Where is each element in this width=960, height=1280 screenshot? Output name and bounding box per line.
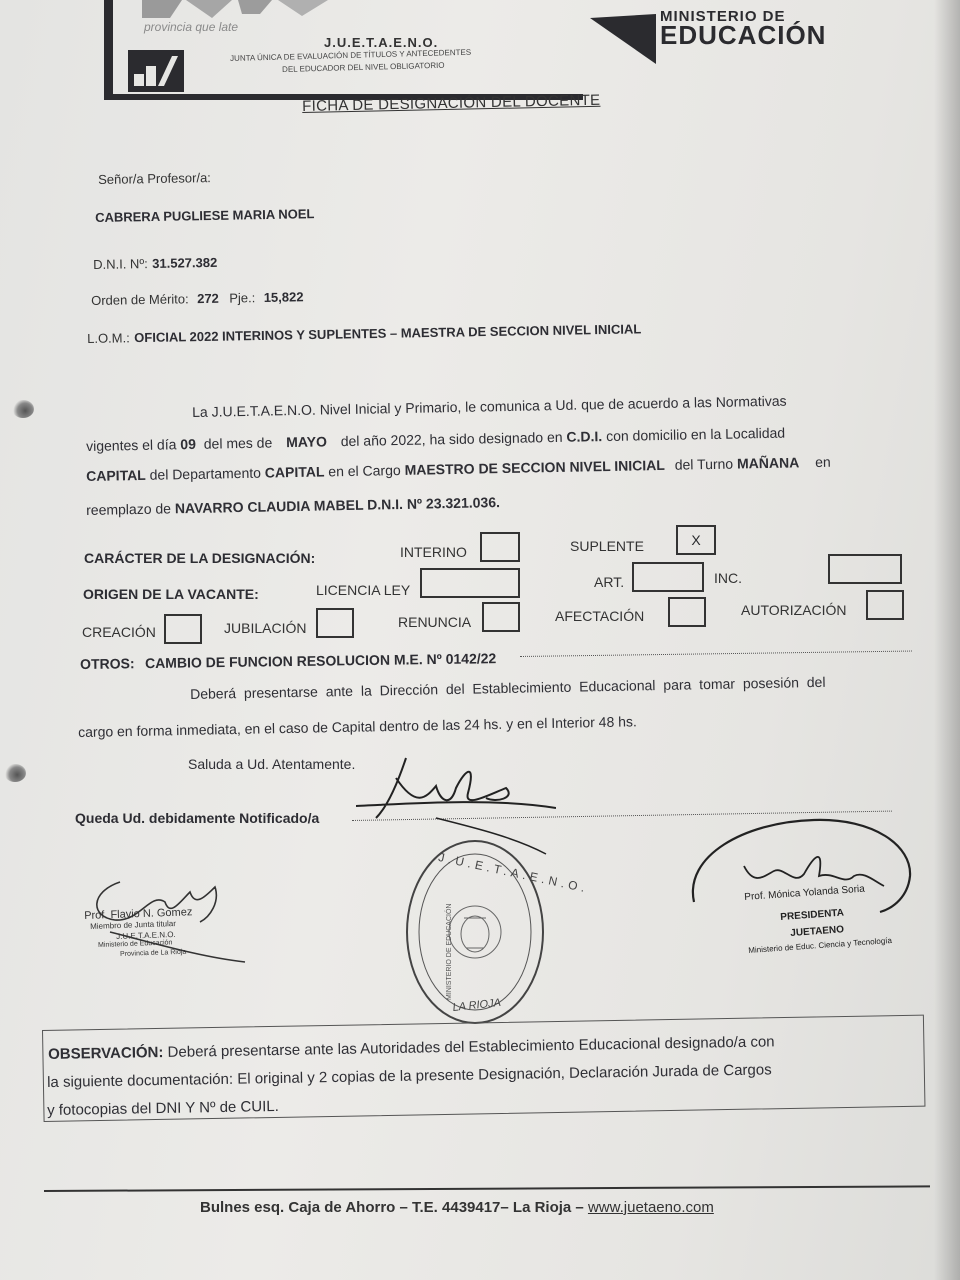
otros-row (80, 650, 496, 674)
dni-row (93, 254, 217, 274)
observation-line-2: la siguiente documentación: El original y 2 copias de la presente Designación, Declaración Jurada de Cargos (47, 1061, 772, 1091)
orden-value: 272 (197, 290, 219, 307)
vacancy-origin-label: ORIGEN DE LA VACANTE: (83, 586, 259, 602)
body-text: del Departamento (149, 464, 262, 483)
left-signer-ministry: Ministerio de Educación (98, 939, 173, 949)
designation-institution: C.D.I. (566, 428, 603, 445)
body-text: reemplazo de (86, 500, 172, 518)
footer-rule (44, 1185, 930, 1192)
checkbox-mark: X (691, 532, 701, 548)
inc-label: INC. (714, 570, 742, 586)
locality: CAPITAL (86, 466, 146, 484)
left-signer-role: Miembro de Junta titular (90, 919, 177, 931)
creacion-label: CREACIÓN (82, 624, 156, 640)
art-field[interactable] (632, 562, 704, 592)
otros-label: OTROS: (80, 655, 135, 672)
observation-label: OBSERVACIÓN: (48, 1043, 164, 1063)
footer-website-link[interactable]: www.juetaeno.com (587, 1199, 714, 1216)
inc-field[interactable] (828, 554, 902, 584)
lom-row (87, 320, 641, 348)
interino-label: INTERINO (400, 544, 467, 560)
org-full-line2: DEL EDUCADOR DEL NIVEL OBLIGATORIO (282, 60, 445, 74)
notified-label: Queda Ud. debidamente Notificado/a (75, 810, 320, 826)
ministerio-logo-shape (590, 14, 656, 64)
body-text: del mes de (203, 434, 273, 452)
designation-month: MAYO (285, 433, 328, 451)
shift: MAÑANA (736, 454, 800, 472)
seal-side-text: MINISTERIO DE EDUCACIÓN (446, 903, 453, 1000)
jubilacion-checkbox[interactable] (316, 608, 354, 638)
left-signer-province: Provincia de La Rioja (120, 948, 187, 958)
autorizacion-checkbox[interactable] (866, 590, 904, 620)
ministerio-line1: MINISTERIO DE (660, 8, 786, 25)
body-text: del Turno (674, 455, 734, 473)
seal-top-text: J.U.E.T.A.E.N.O. (437, 850, 591, 896)
pje-label: Pje.: (229, 290, 256, 306)
observation-line-3: y fotocopias del DNI Y Nº de CUIL. (47, 1097, 279, 1119)
designation-type-label: CARÁCTER DE LA DESIGNACIÓN: (84, 550, 316, 566)
right-signer-ministry: Ministerio de Educ. Ciencia y Tecnología (748, 935, 893, 955)
org-acronym: J.U.E.T.A.E.N.O. (324, 35, 439, 50)
department: CAPITAL (264, 463, 325, 481)
org-full-line1: JUNTA ÚNICA DE EVALUACIÓN DE TÍTULOS Y ANTECEDENTES (230, 47, 472, 63)
footer-address: Bulnes esq. Caja de Ahorro – T.E. 4439417– La Rioja – (200, 1199, 588, 1216)
right-signer-name: Prof. Mónica Yolanda Soria (744, 883, 866, 903)
body-line-1: La J.U.E.T.A.E.N.O. Nivel Inicial y Primario, le comunica a Ud. que de acuerdo a las Normativas (192, 392, 787, 420)
punch-hole-bottom (4, 764, 26, 782)
art-label: ART. (594, 574, 625, 590)
lom-value: OFICIAL 2022 INTERINOS Y SUPLENTES – MAESTRA DE SECCION NIVEL INICIAL (134, 321, 642, 346)
body-text: del año 2022, ha sido designado en (340, 428, 563, 450)
observation-text: Deberá presentarse ante las Autoridades del Establecimiento Educacional designado/a con (167, 1033, 775, 1061)
left-signer-name: Prof. Flavio N. Gomez (84, 906, 193, 922)
presentation-line-2: cargo en forma inmediata, en el caso de Capital dentro de las 24 hs. y en el Interior 48 hs. (78, 713, 637, 740)
lom-label: L.O.M.: (87, 330, 130, 346)
creacion-checkbox[interactable] (164, 614, 202, 644)
afectacion-checkbox[interactable] (668, 597, 706, 627)
seal-bottom-text: LA RIOJA (452, 996, 502, 1014)
jubilacion-label: JUBILACIÓN (224, 620, 307, 636)
replaced-person: NAVARRO CLAUDIA MABEL D.N.I. Nº 23.321.036. (174, 494, 501, 517)
body-line-4 (86, 494, 500, 518)
position-title: MAESTRO DE SECCION NIVEL INICIAL (404, 456, 666, 478)
right-signer-role: PRESIDENTA (780, 907, 845, 923)
juetaeno-logo-icon (128, 50, 184, 92)
suplente-label: SUPLENTE (570, 538, 644, 554)
body-text: vigentes el día (86, 436, 177, 454)
otros-dotted-line (520, 651, 912, 657)
orden-row (91, 288, 304, 310)
body-text: en (814, 453, 831, 471)
body-text: en el Cargo (328, 461, 401, 480)
interino-checkbox[interactable] (480, 532, 520, 562)
right-seal-oval-icon (684, 816, 914, 920)
province-logo-shapes (142, 0, 342, 22)
punch-hole-top (12, 400, 34, 418)
left-signer-org: J.U.E.T.A.E.N.O. (116, 929, 176, 941)
right-signer-org: JUETAENO (790, 924, 845, 939)
suplente-checkbox[interactable] (676, 525, 716, 555)
greeting-label: Señor/a Profesor/a: (98, 170, 211, 187)
body-text: con domicilio en la Localidad (605, 424, 786, 445)
licencia-ley-field[interactable] (420, 568, 520, 598)
page-edge-shadow (934, 0, 960, 1280)
ministerio-line2: EDUCACIÓN (660, 20, 827, 50)
designation-day: 09 (180, 435, 197, 453)
orden-label: Orden de Mérito: (91, 291, 189, 308)
body-line-2 (86, 425, 785, 454)
closing-greeting: Saluda a Ud. Atentamente. (188, 756, 356, 772)
afectacion-label: AFECTACIÓN (555, 608, 645, 624)
body-line-3 (86, 454, 831, 484)
dni-label: D.N.I. Nº: (93, 256, 148, 272)
footer-row (200, 1199, 714, 1216)
renuncia-checkbox[interactable] (482, 602, 520, 632)
presentation-line-1: Deberá presentarse ante la Dirección del Establecimiento Educacional para tomar posesión del (190, 673, 826, 702)
autorizacion-label: AUTORIZACIÓN (741, 602, 847, 618)
document-title: FICHA DE DESIGNACIÓN DEL DOCENTE (302, 91, 601, 115)
renuncia-label: RENUNCIA (398, 614, 472, 630)
otros-value: CAMBIO DE FUNCION RESOLUCION M.E. Nº 0142/22 (144, 650, 497, 672)
province-text: provincia que late (144, 20, 239, 34)
licencia-label: LICENCIA LEY (316, 582, 411, 598)
recipient-name: CABRERA PUGLIESE MARIA NOEL (95, 206, 315, 225)
dni-value: 31.527.382 (152, 254, 218, 271)
pje-value: 15,822 (263, 289, 304, 305)
